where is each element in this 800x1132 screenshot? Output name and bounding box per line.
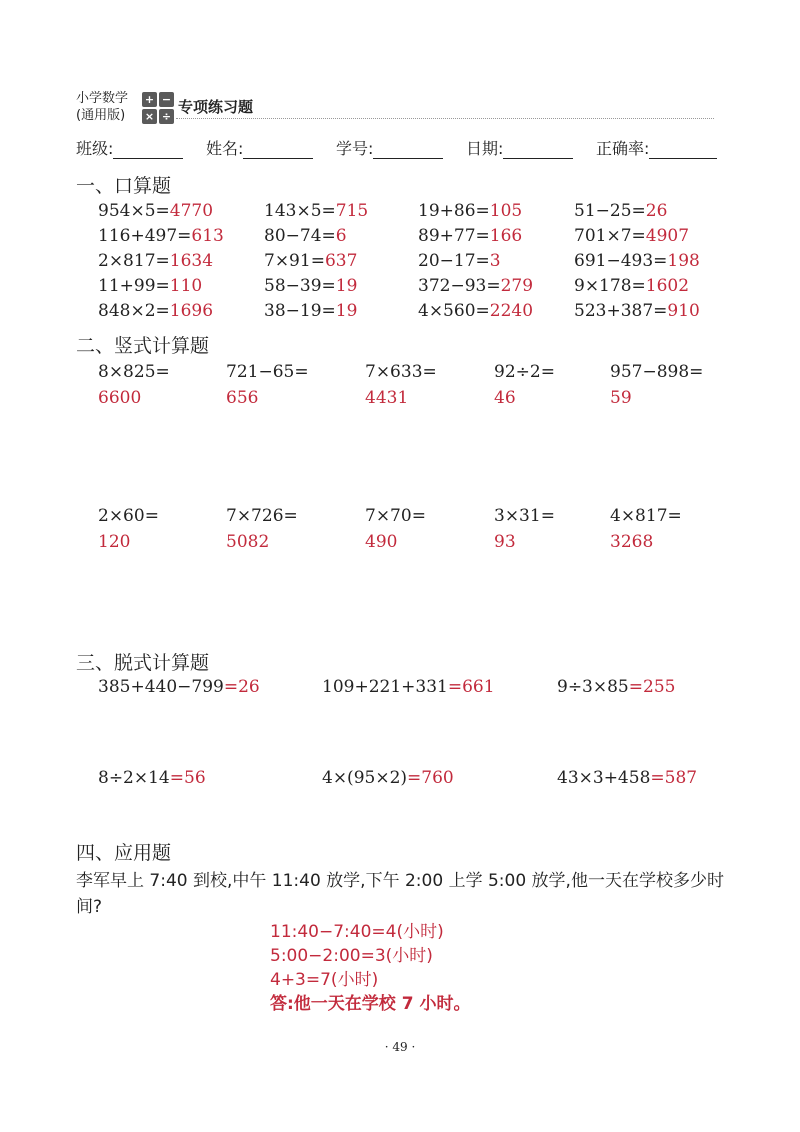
answer: =587 <box>650 768 698 788</box>
answer: 613 <box>191 226 224 246</box>
mental-item <box>98 301 213 321</box>
stepwise-item <box>322 677 495 697</box>
plus-icon: + <box>142 92 157 107</box>
student-id-blank[interactable] <box>373 139 443 159</box>
vertical-answer: 46 <box>494 388 516 408</box>
answer: 166 <box>489 226 523 246</box>
section4-title: 四、应用题 <box>76 842 172 864</box>
solution-line: 11:40−7:40=4(小时) <box>270 922 444 942</box>
class-blank[interactable] <box>113 139 183 159</box>
vertical-answer: 120 <box>98 532 131 552</box>
solution-answer: 答:他一天在学校 7 小时。 <box>270 994 471 1014</box>
page-number: · 49 · <box>384 1040 416 1054</box>
date-label: 日期: <box>466 139 504 158</box>
mental-item <box>418 276 533 296</box>
mental-item <box>418 226 522 246</box>
worksheet-title: 专项练习题 <box>178 98 254 116</box>
vertical-question: 3×31= <box>494 506 555 526</box>
question: 109+221+331 <box>322 677 448 697</box>
answer: 19 <box>335 276 358 296</box>
question: 954×5= <box>98 201 170 221</box>
question: 43×3+458 <box>557 768 651 788</box>
vertical-question: 721−65= <box>226 362 309 382</box>
question: 523+387= <box>574 301 668 321</box>
vertical-answer: 4431 <box>365 388 409 408</box>
question: 89+77= <box>418 226 490 246</box>
question: 51−25= <box>574 201 646 221</box>
vertical-question: 7×633= <box>365 362 437 382</box>
answer: 26 <box>645 201 668 221</box>
answer: =255 <box>628 677 676 697</box>
answer: 105 <box>489 201 523 221</box>
times-icon: × <box>142 109 157 124</box>
vertical-question: 4×817= <box>610 506 682 526</box>
question: 9÷3×85 <box>557 677 629 697</box>
answer: =26 <box>223 677 260 697</box>
question: 20−17= <box>418 251 490 271</box>
class-field <box>76 136 183 159</box>
section3-title: 三、脱式计算题 <box>76 652 210 674</box>
mental-item <box>98 201 213 221</box>
answer: =56 <box>169 768 206 788</box>
mental-item <box>264 276 357 296</box>
mental-item <box>574 226 689 246</box>
vertical-answer: 5082 <box>226 532 270 552</box>
mental-item <box>264 226 347 246</box>
accuracy-label: 正确率: <box>596 139 650 158</box>
vertical-answer: 93 <box>494 532 516 552</box>
stepwise-item <box>98 677 260 697</box>
answer: 1602 <box>645 276 690 296</box>
mental-item <box>574 201 667 221</box>
answer: 279 <box>500 276 534 296</box>
question: 372−93= <box>418 276 501 296</box>
vertical-answer: 59 <box>610 388 632 408</box>
question: 385+440−799 <box>98 677 224 697</box>
series-label <box>76 90 128 124</box>
solution-line: 4+3=7(小时) <box>270 970 379 990</box>
operator-logo <box>142 92 174 124</box>
mental-item <box>98 251 213 271</box>
solution-line: 5:00−2:00=3(小时) <box>270 946 433 966</box>
stepwise-item <box>557 768 697 788</box>
question: 691−493= <box>574 251 668 271</box>
question: 19+86= <box>418 201 490 221</box>
vertical-answer: 6600 <box>98 388 142 408</box>
date-field <box>466 136 573 159</box>
name-field <box>206 136 313 159</box>
minus-icon: − <box>159 92 174 107</box>
answer: 2240 <box>489 301 534 321</box>
answer: 637 <box>324 251 358 271</box>
answer: 3 <box>489 251 501 271</box>
question: 143×5= <box>264 201 336 221</box>
date-blank[interactable] <box>503 139 573 159</box>
mental-item <box>574 276 689 296</box>
question: 4×560= <box>418 301 490 321</box>
question: 80−74= <box>264 226 336 246</box>
stepwise-item <box>557 677 675 697</box>
mental-item <box>264 201 368 221</box>
question: 116+497= <box>98 226 192 246</box>
section2-title: 二、竖式计算题 <box>76 335 210 357</box>
question: 701×7= <box>574 226 646 246</box>
vertical-answer: 490 <box>365 532 398 552</box>
accuracy-field <box>596 136 717 159</box>
vertical-question: 957−898= <box>610 362 704 382</box>
mental-item <box>264 251 357 271</box>
series-line-1: 小学数学 <box>76 91 129 106</box>
answer: 715 <box>335 201 369 221</box>
vertical-question: 8×825= <box>98 362 170 382</box>
vertical-question: 92÷2= <box>494 362 555 382</box>
mental-item <box>418 301 533 321</box>
question: 2×817= <box>98 251 170 271</box>
class-label: 班级: <box>76 139 114 158</box>
answer: 19 <box>335 301 358 321</box>
answer: 1696 <box>169 301 214 321</box>
section1-title: 一、口算题 <box>76 175 172 197</box>
mental-item <box>418 201 522 221</box>
question: 7×91= <box>264 251 325 271</box>
answer: =760 <box>407 768 454 788</box>
vertical-answer: 3268 <box>610 532 654 552</box>
mental-item <box>418 251 501 271</box>
question: 4×(95×2) <box>322 768 408 788</box>
header-divider <box>176 118 714 119</box>
word-problem: 李军早上 7:40 到校,中午 11:40 放学,下午 2:00 上学 5:00 放学,他一天在学校多少时间? <box>76 871 724 917</box>
answer: 110 <box>169 276 203 296</box>
mental-item <box>98 276 202 296</box>
question: 8÷2×14 <box>98 768 170 788</box>
mental-item <box>574 301 700 321</box>
mental-item <box>98 226 224 246</box>
question: 58−39= <box>264 276 336 296</box>
answer: 4907 <box>645 226 690 246</box>
vertical-answer: 656 <box>226 388 259 408</box>
stepwise-item <box>98 768 206 788</box>
name-label: 姓名: <box>206 139 244 158</box>
student-id-field <box>336 136 443 159</box>
answer: 1634 <box>169 251 214 271</box>
mental-item <box>264 301 357 321</box>
answer: 6 <box>335 226 347 246</box>
vertical-question: 7×726= <box>226 506 298 526</box>
divide-icon: ÷ <box>159 109 174 124</box>
answer: =661 <box>447 677 495 697</box>
name-blank[interactable] <box>243 139 313 159</box>
question: 38−19= <box>264 301 336 321</box>
question: 11+99= <box>98 276 170 296</box>
answer: 198 <box>667 251 700 271</box>
answer: 4770 <box>169 201 214 221</box>
answer: 910 <box>667 301 700 321</box>
accuracy-blank[interactable] <box>649 139 717 159</box>
question: 848×2= <box>98 301 170 321</box>
mental-item <box>574 251 700 271</box>
vertical-question: 7×70= <box>365 506 426 526</box>
question: 9×178= <box>574 276 646 296</box>
vertical-question: 2×60= <box>98 506 159 526</box>
stepwise-item <box>322 768 454 788</box>
student-id-label: 学号: <box>336 139 374 158</box>
series-line-2: (通用版) <box>76 108 126 123</box>
